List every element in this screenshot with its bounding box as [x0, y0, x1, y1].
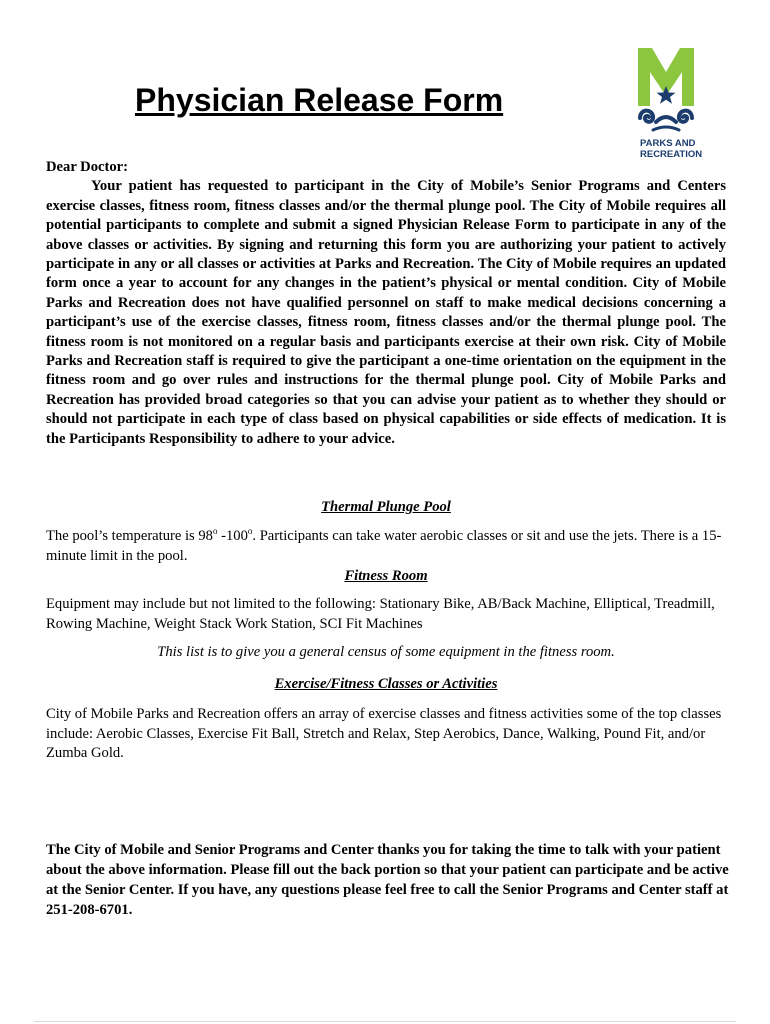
fitness-room-note: This list is to give you a general census of some equipment in the fitness room. [157, 644, 615, 661]
thermal-pool-text: The pool’s temperature is 98$^o$ -100$^o$. Participants can take water aerobic classes or sit and use the jets. There is a 15-minute limit in the pool. [46, 526, 722, 564]
salutation: Dear Doctor: [46, 159, 128, 175]
classes-section [46, 675, 726, 764]
fitness-room-heading: Fitness Room [344, 568, 428, 584]
letter-body [46, 158, 726, 449]
page-title: Physician Release Form [135, 82, 504, 118]
page-bottom-rule [34, 1021, 736, 1022]
logo-text-line2: RECREATION [640, 149, 703, 160]
fitness-room-section [46, 567, 726, 662]
parks-recreation-logo [636, 46, 704, 160]
logo-text-line1: PARKS AND [640, 138, 696, 149]
classes-heading: Exercise/Fitness Classes or Activities [274, 676, 498, 692]
closing-paragraph: The City of Mobile and Senior Programs and Center thanks you for taking the time to talk with your patient about the above information. Please fill out the back portion so that your patient can participate and be active at the Senior Center. If you have, any questions please feel free to call the Senior Programs and Center staff at 251-208-6701. [46, 842, 729, 918]
fitness-room-text: Equipment may include but not limited to the following: Stationary Bike, AB/Back Machine, Elliptical, Treadmill, Rowing Machine, Weight Stack Work Station, SCI Fit Machines [46, 596, 715, 632]
thermal-pool-heading: Thermal Plunge Pool [321, 499, 451, 515]
logo-m-icon [636, 46, 696, 136]
thermal-pool-section [46, 498, 726, 566]
classes-text: City of Mobile Parks and Recreation offers an array of exercise classes and fitness activities some of the top classes include: Aerobic Classes, Exercise Fit Ball, Stretch and Relax, Step Aerobics, Dance, Walking, Pound Fit, and/or Zumba Gold. [46, 706, 722, 762]
letter-paragraph: Your patient has requested to participant in the City of Mobile’s Senior Programs and Centers exercise classes, fitness room, fitness classes and/or the thermal plunge pool. The City of Mobile requires all potential participants to complete and submit a signed Physician Release Form to participate in any of the above classes or activities. By signing and returning this form you are authorizing your patient to actively participate in any or all classes or activities at Parks and Recreation. The City of Mobile requires an updated form once a year to account for any changes in the patient’s physical or mental condition. City of Mobile Parks and Recreation does not have qualified personnel on staff to make medical decisions concerning a participant’s use of the exercise classes, fitness room, fitness classes and/or the thermal plunge pool. The fitness room is not monitored on a regular basis and participants exercise at their own risk. City of Mobile Parks and Recreation staff is required to give the participant a one-time orientation on the equipment in the fitness room and go over rules and instructions for the thermal plunge pool. City of Mobile Parks and Recreation has provided broad categories so that you can advise your patient as to whether they should or should not participate in each type of class based on physical capabilities or side effects of medication. It is the Participants Responsibility to adhere to your advice. [46, 178, 726, 447]
